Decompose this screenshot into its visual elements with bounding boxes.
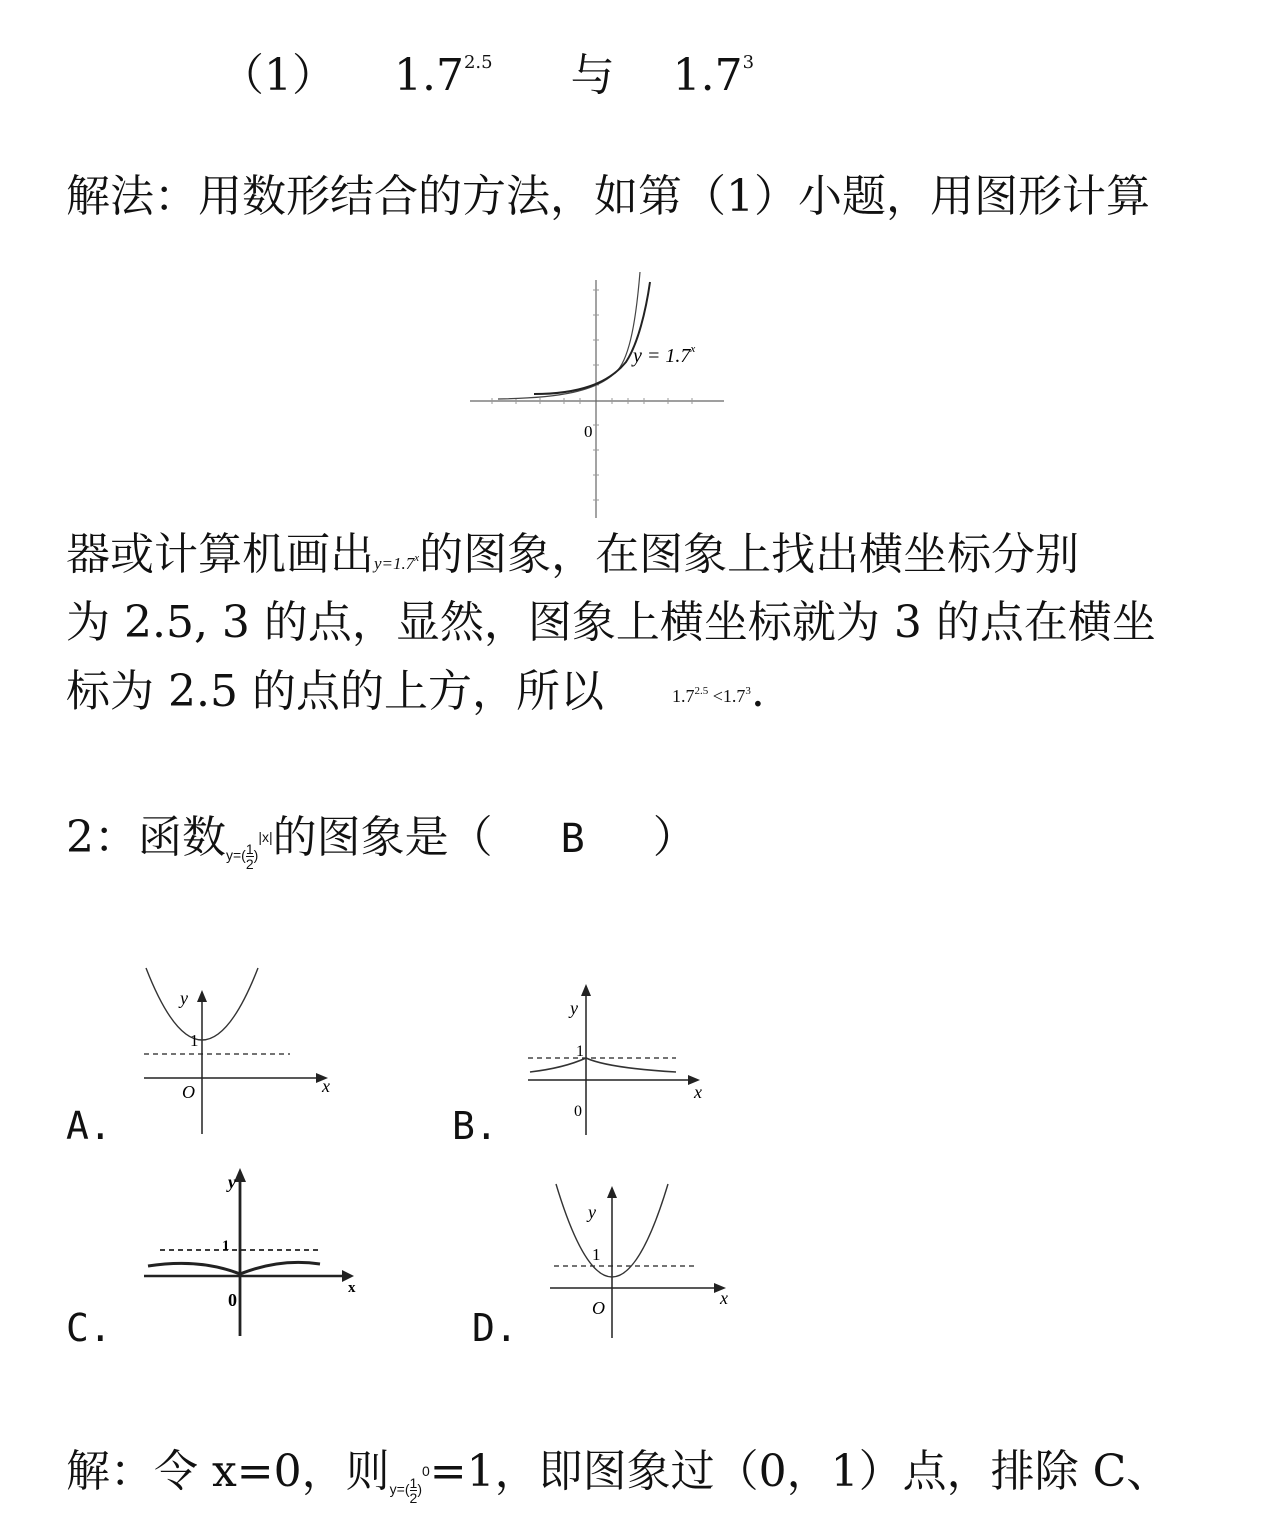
svg-text:x: x [322,1076,330,1096]
problem2-line [66,812,697,880]
problem2-pre: 2：函数 [66,812,226,863]
svg-text:1: 1 [190,1031,199,1050]
line4-end: . [750,666,765,717]
expr2-base: 1.7 [672,50,743,101]
line4-pre: 标为 2.5 的点的上方，所以 [66,666,604,717]
expr1-exp: 2.5 [463,52,493,73]
connector: 与 [570,50,615,101]
problem2-formula: y=( $\frac{1}{2}$ )|x| [226,829,273,872]
line2-pre: 器或计算机画出 [66,529,374,580]
svg-text:0: 0 [228,1290,237,1310]
svg-text:0: 0 [574,1103,582,1120]
svg-text:y: y [588,1202,596,1222]
svg-text:1: 1 [576,1043,584,1060]
curve-thick [534,282,650,394]
option-c-graph [140,1164,370,1339]
origin-label: 0 [584,422,593,441]
solution1-line3: 为 2.5, 3 的点，显然，图象上横坐标就为 3 的点在横坐 [66,597,1156,648]
svg-text:O: O [182,1082,195,1102]
problem2-post: 的图象是（ [272,812,493,863]
expr2-exp: 3 [742,52,755,73]
solution1-line2 [66,530,1079,589]
option-a-graph [140,962,340,1137]
svg-text:1: 1 [222,1238,230,1254]
svg-text:y: y [180,988,188,1008]
svg-text:x: x [720,1288,728,1308]
problem1-line [220,38,754,101]
solution2-pre: 解：令 x=0，则 [66,1446,390,1497]
solution2-line [66,1446,1170,1514]
solution2-formula: y=( $\frac{1}{2}$ )0 [389,1463,430,1506]
svg-text:O: O [592,1298,605,1318]
line2-post: 的图象，在图象上找出横坐标分别 [419,529,1080,580]
option-b-label: B. [452,1104,498,1148]
solution1-line4 [66,666,765,721]
line2-formula: $y=1.7^x$ [374,552,420,573]
problem2-answer: B [560,816,585,862]
curve-label: $y = 1.7^x$ [633,343,696,367]
option-a-label: A. [66,1104,112,1148]
curve-thin [498,272,640,399]
problem1-label: （1） [220,50,336,101]
svg-text:y: y [228,1172,236,1192]
problem2-close: ） [652,812,697,863]
svg-text:1: 1 [592,1245,601,1264]
exponential-graph [468,270,728,520]
svg-text:x: x [348,1280,356,1296]
option-d-label: D. [472,1306,518,1350]
expr1-base: 1.7 [394,50,464,101]
solution2-post: =1，即图象过（0，1）点，排除 C、 [429,1446,1171,1497]
option-d-graph [546,1180,746,1340]
option-c-label: C. [66,1306,112,1350]
solution1-line1: 解法：用数形结合的方法，如第（1）小题，用图形计算 [66,171,1150,222]
svg-text:y: y [570,998,578,1018]
svg-text:x: x [694,1082,702,1102]
option-b-graph [524,980,714,1140]
inequality: $1.7^{2.5} <1.7^3$ [671,685,751,706]
